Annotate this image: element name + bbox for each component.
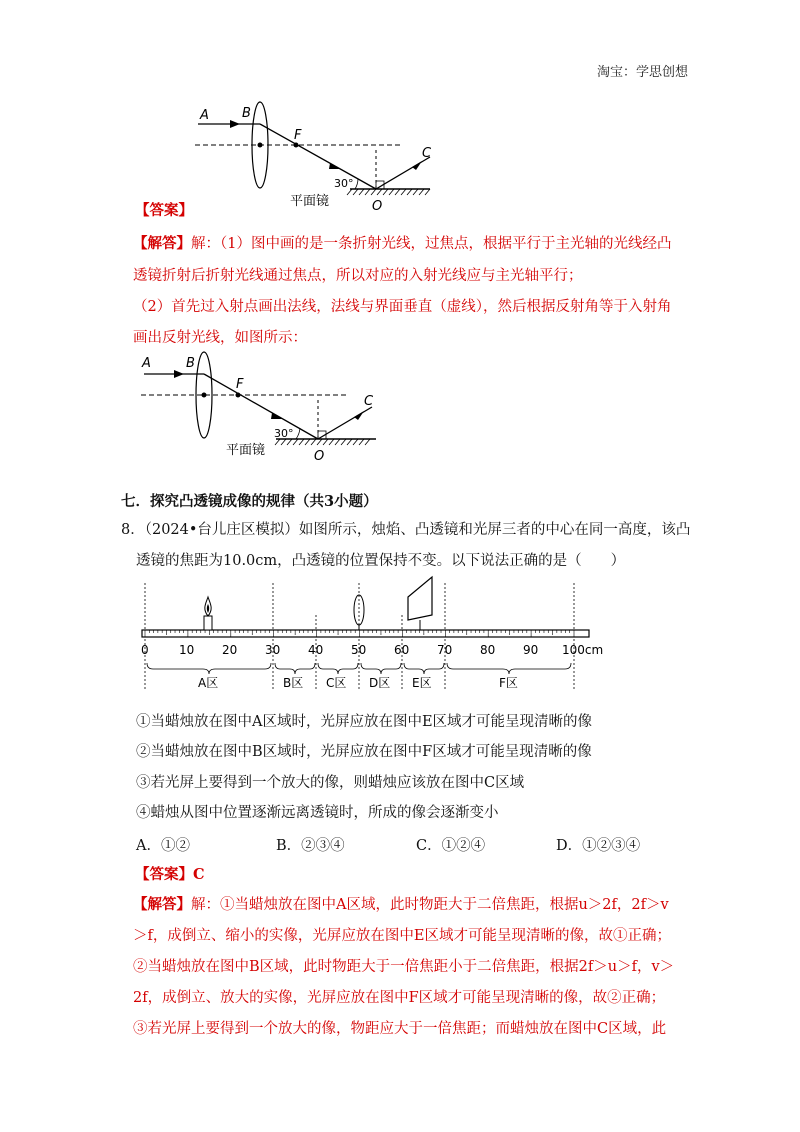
answer-line-3: （2）首先过入射点画出法线，法线与界面垂直（虚线），然后根据反射角等于入射角	[133, 299, 672, 315]
option-b: B．②③④	[276, 838, 345, 854]
statement-3: ③若光屏上要得到一个放大的像，则蜡烛应该放在图中C区域	[136, 775, 525, 791]
answer-tag-1: 【答案】	[135, 202, 193, 219]
answer-line-4: 画出反射光线，如图所示：	[133, 330, 307, 346]
label-f: F	[294, 128, 302, 143]
statement-2: ②当蜡烛放在图中B区域时，光屏应放在图中F区域才可能呈现清晰的像	[136, 744, 592, 760]
label-f-2: F	[236, 377, 244, 392]
zone-d: D区	[369, 676, 391, 690]
label-a-2: A	[142, 356, 151, 371]
answer-tag-2: 【答案】C	[135, 866, 205, 883]
tick-70: 70	[437, 643, 453, 657]
tick-90: 90	[523, 643, 539, 657]
answer-line-2: 透镜折射后折射光线通过焦点，所以对应的入射光线应与主光轴平行；	[133, 268, 583, 284]
mirror-label-2: 平面镜	[226, 443, 266, 458]
answer2-line-1: 【解答】解：①当蜡烛放在图中A区域，此时物距大于二倍焦距，根据u＞2f，2f＞v	[133, 896, 669, 913]
option-c: C．①②④	[416, 838, 486, 854]
tick-10: 10	[179, 643, 195, 657]
mirror-label: 平面镜	[290, 194, 330, 209]
answer-line-1: 【解答】解：（1）图中画的是一条折射光线，过焦点，根据平行于主光轴的光线经凸	[133, 235, 672, 252]
tick-40: 40	[308, 643, 324, 657]
label-a: A	[200, 108, 209, 123]
section-title: 七．探究凸透镜成像的规律（共3小题）	[121, 493, 378, 510]
tick-50: 50	[351, 643, 367, 657]
statement-1: ①当蜡烛放在图中A区域时，光屏应放在图中E区域才可能呈现清晰的像	[136, 714, 593, 730]
answer2-line-5: ③若光屏上要得到一个放大的像，物距应大于一倍焦距；而蜡烛放在图中C区域，此	[133, 1021, 667, 1037]
answer2-line-4: 2f，成倒立、放大的实像，光屏应放在图中F区域才可能呈现清晰的像，故②正确；	[133, 990, 666, 1006]
zone-f: F区	[499, 676, 518, 690]
tick-80: 80	[480, 643, 496, 657]
tick-0: 0	[141, 643, 149, 657]
tick-20: 20	[222, 643, 238, 657]
tick-100: 100cm	[562, 643, 604, 657]
optical-bench-ruler	[130, 575, 610, 695]
zone-a: A区	[198, 676, 219, 690]
statement-4: ④蜡烛从图中位置逐渐远离透镜时，所成的像会逐渐变小	[136, 805, 499, 821]
zone-b: B区	[283, 676, 304, 690]
zone-e: E区	[412, 676, 432, 690]
label-o-2: O	[314, 449, 325, 464]
label-o: O	[372, 199, 383, 214]
question-8-line-2: 透镜的焦距为10.0cm，凸透镜的位置保持不变。以下说法正确的是（ ）	[136, 553, 626, 569]
angle-label: 30°	[334, 177, 354, 190]
label-b: B	[242, 106, 251, 121]
answer2-line-3: ②当蜡烛放在图中B区域，此时物距大于一倍焦距小于二倍焦距，根据2f＞u＞f，v＞	[133, 959, 675, 975]
tick-30: 30	[265, 643, 281, 657]
lens-mirror-diagram-1	[190, 95, 450, 215]
lens-mirror-diagram-2	[136, 350, 396, 470]
tick-60: 60	[394, 643, 410, 657]
option-a: A．①②	[136, 838, 190, 854]
angle-label-2: 30°	[274, 427, 294, 440]
label-c: C	[422, 146, 432, 161]
label-c-2: C	[364, 394, 374, 409]
answer2-line-2: ＞f，成倒立、缩小的实像，光屏应放在图中E区域才可能呈现清晰的像，故①正确；	[133, 928, 671, 944]
question-8-line-1: 8．（2024•台儿庄区模拟）如图所示，烛焰、凸透镜和光屏三者的中心在同一高度，该凸	[121, 522, 691, 538]
option-d: D．①②③④	[556, 838, 641, 854]
zone-c: C区	[326, 676, 347, 690]
label-b-2: B	[186, 356, 195, 371]
watermark-header: 淘宝：学思创想	[596, 65, 688, 80]
